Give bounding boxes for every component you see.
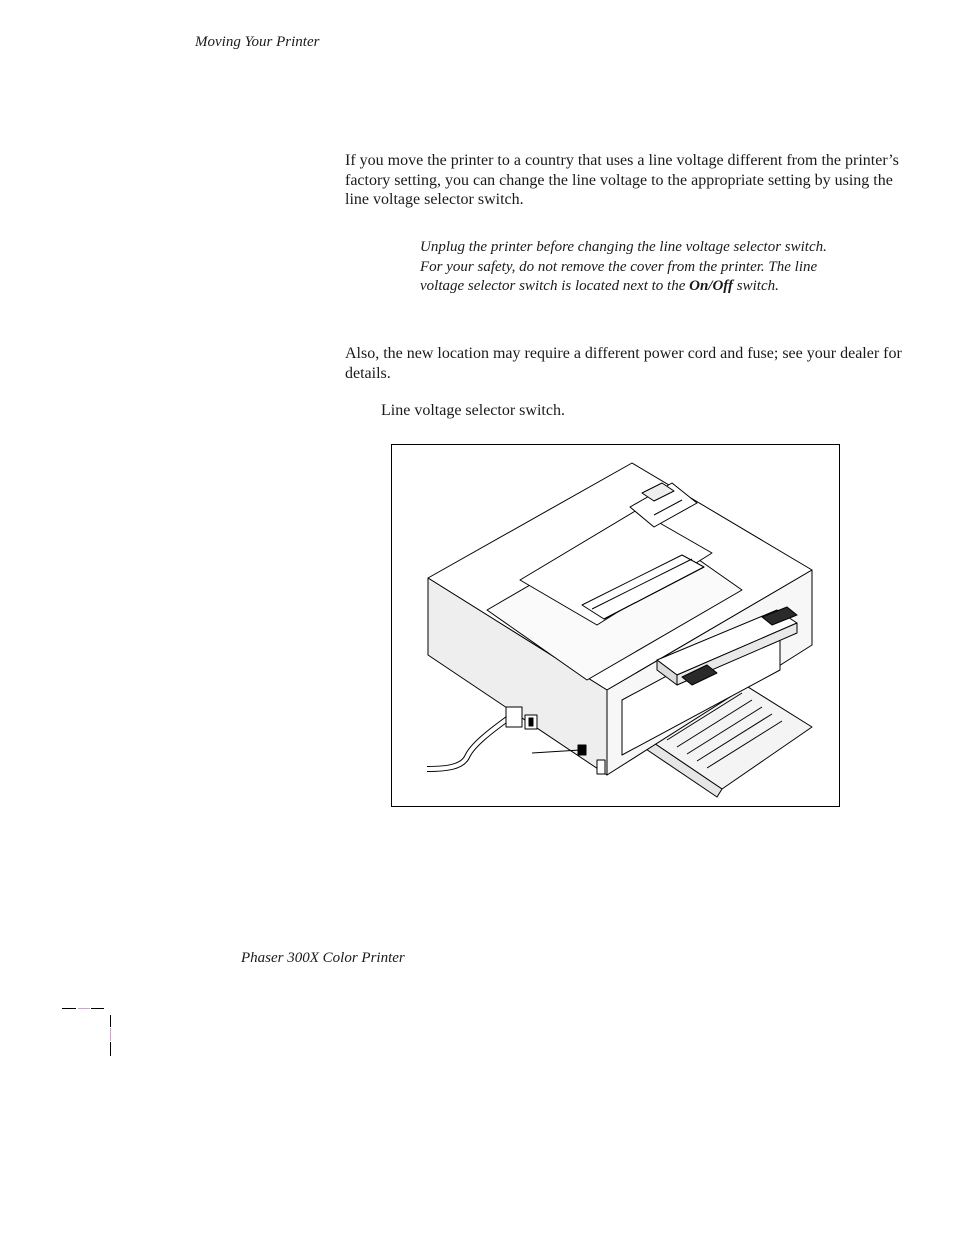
crop-mark [110, 1028, 111, 1041]
footer-product-name: Phaser 300X Color Printer [241, 950, 405, 966]
caution-emphasis-on-off: On/Off [689, 278, 734, 294]
power-cord-paragraph: Also, the new location may require a different power cord and fuse; see your dealer for details. [345, 345, 902, 382]
intro-paragraph: If you move the printer to a country that uses a line voltage different from the printer’s factory setting, you can change the line voltage to the appropriate setting by using the line voltage selector switch. [345, 152, 899, 208]
printer-illustration-figure [391, 444, 840, 807]
caution-text-start: Unplug the printer before changing the line voltage selector switch. For your safety, do not remove the cover from the printer. The line voltage selector switch is located next to the [420, 239, 827, 294]
crop-mark [110, 1042, 111, 1056]
crop-mark [91, 1008, 104, 1009]
figure-caption: Line voltage selector switch. [381, 402, 565, 419]
caution-text-end: switch. [733, 278, 779, 294]
printer-illustration [392, 445, 839, 806]
crop-mark [110, 1015, 111, 1027]
running-header: Moving Your Printer [195, 34, 320, 50]
crop-mark [62, 1008, 76, 1009]
crop-mark [78, 1008, 90, 1009]
caution-note [420, 238, 840, 297]
